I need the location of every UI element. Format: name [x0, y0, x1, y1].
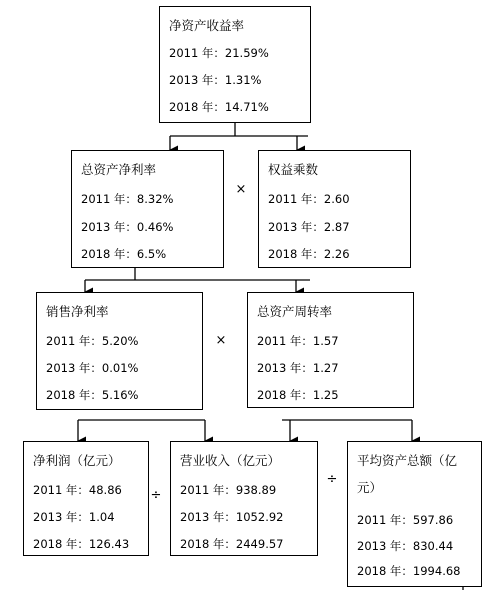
box-tat: [247, 292, 414, 408]
box-rev-line-2018: 2018 年：2449.57: [180, 537, 284, 551]
divide-operator-1: ÷: [150, 488, 162, 503]
box-np-title: 净利润（亿元）: [33, 453, 121, 468]
box-rev: [170, 441, 318, 556]
box-np-line-2013: 2013 年：1.04: [33, 510, 115, 524]
box-roa-line-2018: 2018 年：6.5%: [81, 247, 167, 261]
box-roa-line-2013: 2013 年：0.46%: [81, 220, 174, 234]
box-em-title: 权益乘数: [268, 162, 319, 177]
box-npm-line-2011: 2011 年：5.20%: [46, 334, 139, 348]
box-roe-line-2011: 2011 年：21.59%: [169, 46, 269, 60]
box-rev-line-2013: 2013 年：1052.92: [180, 510, 284, 524]
box-ta: [347, 441, 482, 587]
box-ta-line-2011: 2011 年：597.86: [357, 513, 454, 527]
box-rev-line-2011: 2011 年：938.89: [180, 483, 277, 497]
box-np-line-2011: 2011 年：48.86: [33, 483, 122, 497]
box-tat-line-2018: 2018 年：1.25: [257, 388, 339, 402]
box-ta-line-2013: 2013 年：830.44: [357, 539, 454, 553]
box-ta-line-2018: 2018 年：1994.68: [357, 564, 461, 578]
box-np-line-2018: 2018 年：126.43: [33, 537, 130, 551]
box-ta-title-line-2: 元）: [357, 480, 383, 495]
box-roe: [159, 6, 311, 123]
box-tat-title: 总资产周转率: [257, 304, 333, 319]
box-np: [23, 441, 149, 556]
box-tat-line-2013: 2013 年：1.27: [257, 361, 339, 375]
box-ta-title-line-1: 平均资产总额（亿: [357, 453, 458, 468]
box-roa: [71, 150, 224, 268]
box-em-line-2011: 2011 年：2.60: [268, 192, 350, 206]
box-roe-line-2013: 2013 年：1.31%: [169, 73, 262, 87]
box-roa-title: 总资产净利率: [81, 162, 157, 177]
box-npm-title: 销售净利率: [46, 304, 109, 319]
box-roe-line-2018: 2018 年：14.71%: [169, 100, 269, 114]
box-tat-line-2011: 2011 年：1.57: [257, 334, 339, 348]
box-npm: [36, 292, 203, 410]
box-roe-title: 净资产收益率: [169, 18, 245, 33]
box-npm-line-2018: 2018 年：5.16%: [46, 388, 139, 402]
box-em-line-2013: 2013 年：2.87: [268, 220, 350, 234]
box-rev-title: 营业收入（亿元）: [180, 453, 281, 468]
box-em-line-2018: 2018 年：2.26: [268, 247, 350, 261]
divide-operator-2: ÷: [326, 472, 338, 487]
box-npm-line-2013: 2013 年：0.01%: [46, 361, 139, 375]
multiply-operator-1: ×: [235, 182, 247, 197]
box-roa-line-2011: 2011 年：8.32%: [81, 192, 174, 206]
box-em: [258, 150, 411, 268]
multiply-operator-2: ×: [215, 333, 227, 348]
